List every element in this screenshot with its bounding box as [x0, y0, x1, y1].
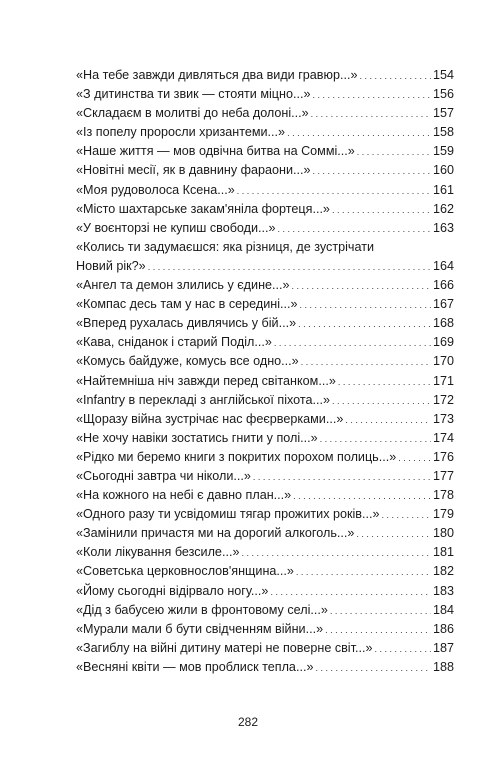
toc-entry-title: «Ангел та демон злились у єдине...»	[76, 278, 290, 293]
toc-entry-title: «Щоразу війна зустрічає нас феєрверками...»	[76, 411, 344, 426]
toc-entry-title: «Одного разу ти усвідомиш тягар прожитих років...»	[76, 507, 380, 522]
toc-entry	[76, 104, 454, 123]
toc-entry-title: «Місто шахтарське закам'яніла фортеця...»	[76, 201, 330, 216]
toc-entry-row	[76, 219, 454, 238]
toc-entry	[76, 448, 454, 467]
toc-entry-page: 154	[432, 68, 454, 82]
toc-entry-title: «Замінили причастя ми на дорогий алкоголь...»	[76, 526, 355, 541]
toc-entry	[76, 352, 454, 371]
toc-entry-row	[76, 505, 454, 524]
toc-entry	[76, 219, 454, 238]
toc-entry	[76, 200, 454, 219]
dot-leader	[374, 639, 431, 659]
dot-leader	[274, 333, 431, 353]
toc-entry	[76, 123, 454, 142]
toc-entry-row	[76, 391, 454, 410]
toc-entry-page: 179	[432, 507, 454, 522]
toc-entry-row	[76, 85, 454, 104]
dot-leader	[356, 524, 431, 544]
toc-entry	[76, 295, 454, 314]
toc-entry-page: 162	[432, 201, 454, 216]
toc-entry-title: «Вперед рухалась дивлячись у бій...»	[76, 316, 297, 331]
toc-entry-row	[76, 543, 454, 562]
toc-entry-page: 180	[432, 526, 454, 541]
toc-entry-page: 167	[432, 297, 454, 312]
toc-entry-title: «Складаєм в молитві до неба долоні...»	[76, 106, 309, 121]
toc-entry-row	[76, 601, 454, 620]
toc-entry-page: 169	[432, 335, 454, 350]
dot-leader	[398, 448, 431, 468]
toc-entry	[76, 429, 454, 448]
dot-leader	[320, 429, 431, 449]
toc-entry	[76, 161, 454, 180]
toc-entry	[76, 391, 454, 410]
dot-leader	[312, 85, 431, 105]
toc-entry	[76, 66, 454, 85]
toc-entry-page: 158	[432, 125, 454, 140]
dot-leader	[148, 257, 431, 277]
toc-entry-title: «Компас десь там у нас в середині...»	[76, 297, 298, 312]
dot-leader	[325, 620, 431, 640]
toc-entry-page: 159	[432, 144, 454, 159]
toc-entry-page: 156	[432, 87, 454, 102]
dot-leader	[270, 582, 431, 602]
toc-entry-row	[76, 104, 454, 123]
toc-entry-title: Новий рік?»	[76, 258, 146, 273]
toc-entry	[76, 276, 454, 295]
dot-leader	[330, 601, 431, 621]
toc-entry-page: 164	[432, 258, 454, 273]
toc-entry-title: «Йому сьогодні відірвало ногу...»	[76, 583, 269, 598]
toc-entry-title: «Рідко ми беремо книги з покритих порохом полиць...»	[76, 449, 397, 464]
dot-leader	[359, 66, 431, 86]
toc-entry-title: «На кожного на небі є давно план...»	[76, 488, 292, 503]
toc-entry	[76, 142, 454, 161]
toc-entry-page: 171	[432, 373, 454, 388]
toc-entry-page: 182	[432, 564, 454, 579]
toc-entry-row	[76, 161, 454, 180]
toc-entry	[76, 658, 454, 677]
toc-entry	[76, 181, 454, 200]
toc-entry	[76, 505, 454, 524]
dot-leader	[357, 142, 431, 162]
page-number: 282	[237, 715, 259, 729]
toc-entry-page: 188	[432, 659, 454, 674]
toc-entry-page: 172	[432, 392, 454, 407]
toc-entry-row	[76, 524, 454, 543]
dot-leader	[345, 410, 431, 430]
dot-leader	[298, 314, 431, 334]
toc-entry-row	[76, 295, 454, 314]
dot-leader	[278, 219, 431, 239]
toc-entry-row	[76, 66, 454, 85]
toc-entry-row	[76, 429, 454, 448]
toc-entry-row	[76, 562, 454, 581]
dot-leader	[287, 123, 431, 143]
toc-entry-row	[76, 410, 454, 429]
dot-leader	[237, 181, 431, 201]
toc-entry-title: «Моя рудоволоса Ксена...»	[76, 182, 235, 197]
toc-entry-row	[76, 333, 454, 352]
toc-entry-title: «Із попелу проросли хризантеми...»	[76, 125, 286, 140]
toc-entry-row	[76, 276, 454, 295]
toc-entry-row	[76, 352, 454, 371]
dot-leader	[293, 486, 431, 506]
toc-entry-row	[76, 123, 454, 142]
dot-leader	[253, 467, 431, 487]
toc-entry-title: «На тебе завжди дивляться два види гравюр...»	[76, 68, 358, 82]
dot-leader	[311, 104, 431, 124]
toc-entry-row	[76, 181, 454, 200]
toc-entry-title: «Не хочу навіки зостатись гнити у полі...»	[76, 430, 318, 445]
toc-entry-title: «У воєнторзі не купиш свободи...»	[76, 220, 276, 235]
dot-leader	[332, 200, 431, 220]
dot-leader	[332, 391, 431, 411]
toc-entry	[76, 85, 454, 104]
toc-entry-row	[76, 467, 454, 486]
dot-leader	[300, 295, 431, 315]
toc-entry-row	[76, 142, 454, 161]
toc-entry-page: 157	[432, 106, 454, 121]
toc-entry-row	[76, 658, 454, 677]
toc-entry-page: 173	[432, 411, 454, 426]
toc-entry-row	[76, 257, 454, 276]
toc-entry-page: 177	[432, 468, 454, 483]
toc-entry	[76, 639, 454, 658]
toc-entry-title: «Советська церковнослов'янщина...»	[76, 564, 294, 579]
toc-entry-page: 176	[432, 449, 454, 464]
toc-entry	[76, 582, 454, 601]
dot-leader	[241, 543, 431, 563]
toc-entry-page: 163	[432, 220, 454, 235]
toc-entry-page: 161	[432, 182, 454, 197]
toc-entry-title: «Сьогодні завтра чи ніколи...»	[76, 468, 251, 483]
toc-entry-row	[76, 314, 454, 333]
toc-entry-title: «Мурали мали б бути свідченням війни...»	[76, 621, 324, 636]
toc-entry	[76, 486, 454, 505]
toc-entry-title: «Коли лікування безсиле...»	[76, 545, 240, 560]
toc-entry-page: 174	[432, 430, 454, 445]
toc-entry	[76, 314, 454, 333]
toc-entry-page: 186	[432, 621, 454, 636]
toc-entry-row	[76, 448, 454, 467]
dot-leader	[338, 372, 431, 392]
toc-entry-title: «Комусь байдуже, комусь все одно...»	[76, 354, 299, 369]
toc-entry-page: 181	[432, 545, 454, 560]
dot-leader	[313, 161, 431, 181]
toc-entry-page: 187	[432, 640, 454, 655]
toc-entry-title: «Загиблу на війні дитину матері не поверне світ...»	[76, 640, 373, 655]
toc-entry-row	[76, 620, 454, 639]
toc-entry-title-line: «Колись ти задумаєшся: яка різниця, де зустрічати	[76, 239, 375, 254]
toc-entry-row	[76, 200, 454, 219]
toc-entry-row	[76, 486, 454, 505]
toc-entry	[76, 372, 454, 391]
toc-entry	[76, 601, 454, 620]
table-of-contents	[76, 66, 454, 677]
toc-entry-page: 166	[432, 278, 454, 293]
dot-leader	[382, 505, 431, 525]
toc-entry	[76, 620, 454, 639]
toc-entry-page: 183	[432, 583, 454, 598]
toc-entry-page: 170	[432, 354, 454, 369]
toc-entry-title: «З дитинства ти звик — стояти міцно...»	[76, 87, 311, 102]
dot-leader	[301, 352, 431, 372]
toc-entry-title: «Новітні месії, як в давнину фараони...»	[76, 163, 311, 178]
toc-entry-title: «Infantry в перекладі з англійської піхота...»	[76, 392, 331, 407]
toc-entry-title: «Найтемніша ніч завжди перед світанком...»	[76, 373, 336, 388]
toc-entry-page: 184	[432, 602, 454, 617]
toc-entry	[76, 562, 454, 581]
dot-leader	[292, 276, 431, 296]
toc-entry-title: «Наше життя — мов одвічна битва на Соммі...»	[76, 144, 355, 159]
toc-entry	[76, 410, 454, 429]
dot-leader	[296, 562, 431, 582]
toc-entry	[76, 524, 454, 543]
toc-entry-page: 178	[432, 488, 454, 503]
toc-entry-title: «Дід з бабусею жили в фронтовому селі...»	[76, 602, 328, 617]
toc-entry-title: «Весняні квіти — мов проблиск тепла...»	[76, 659, 314, 674]
dot-leader	[315, 658, 431, 678]
toc-entry	[76, 238, 454, 276]
toc-entry-row	[76, 582, 454, 601]
toc-entry	[76, 333, 454, 352]
toc-entry-page: 168	[432, 316, 454, 331]
toc-entry-title: «Кава, сніданок і старий Поділ...»	[76, 335, 272, 350]
toc-entry	[76, 543, 454, 562]
toc-entry-row	[76, 639, 454, 658]
toc-entry-page: 160	[432, 163, 454, 178]
toc-entry-row	[76, 372, 454, 391]
toc-entry	[76, 467, 454, 486]
